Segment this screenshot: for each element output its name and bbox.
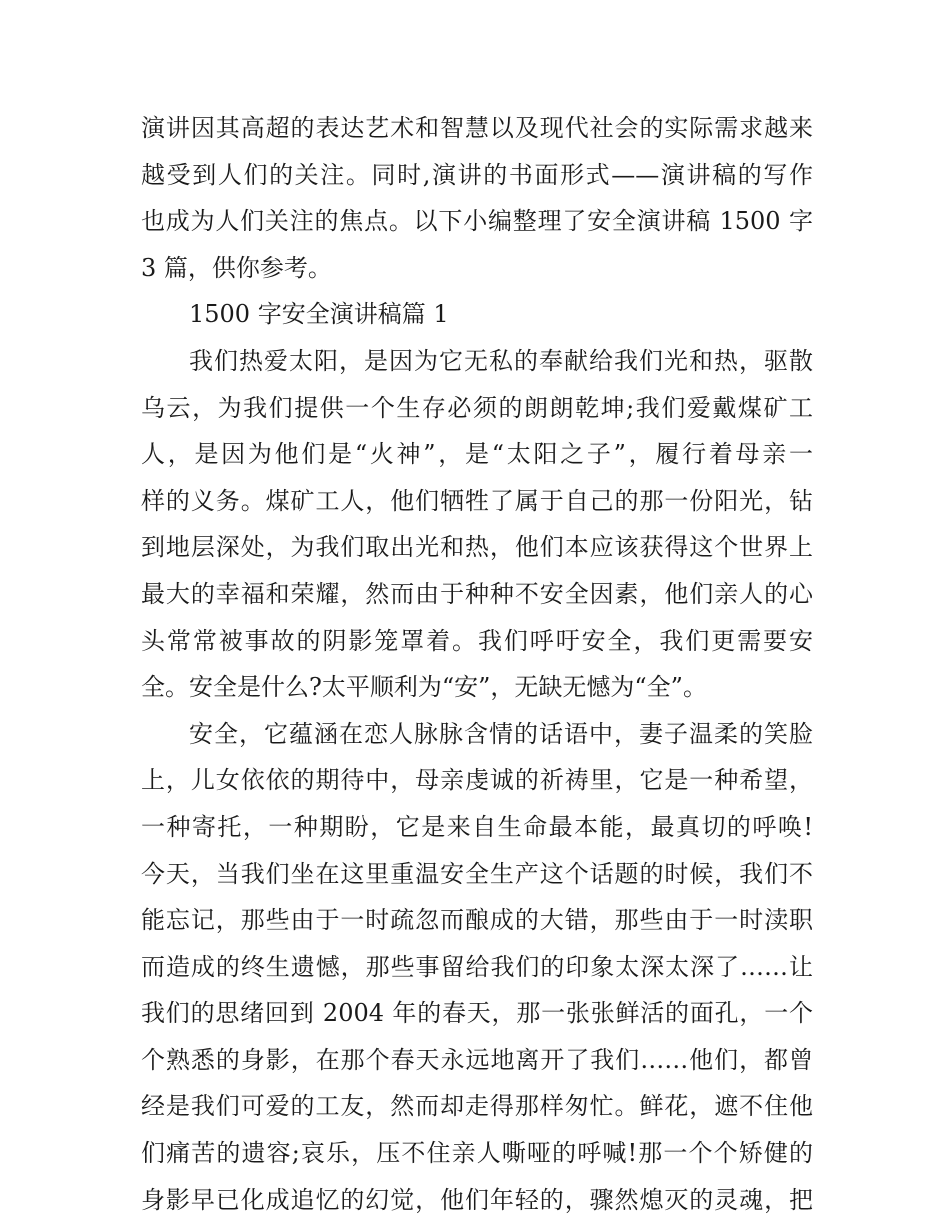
text-line: 到地层深处，为我们取出光和热，他们本应该获得这个世界上	[141, 533, 813, 562]
text-line: 我们的思绪回到 2004 年的春天，那一张张鲜活的面孔，一个	[141, 999, 813, 1028]
document-body	[141, 105, 813, 1223]
text-line: 经是我们可爱的工友，然而却走得那样匆忙。鲜花，遮不住他	[141, 1092, 813, 1121]
text-line: 越受到人们的关注。同时,演讲的书面形式——演讲稿的写作	[141, 160, 813, 189]
text-line: 一种寄托，一种期盼，它是来自生命最本能，最真切的呼唤!	[141, 812, 813, 841]
text-line: 头常常被事故的阴影笼罩着。我们呼吁安全，我们更需要安	[141, 626, 813, 655]
text-line: 们痛苦的遗容;哀乐，压不住亲人嘶哑的呼喊!那一个个矫健的	[141, 1139, 813, 1168]
text-line: 今天，当我们坐在这里重温安全生产这个话题的时候，我们不	[141, 859, 813, 888]
text-line: 最大的幸福和荣耀，然而由于种种不安全因素，他们亲人的心	[141, 579, 813, 608]
text-line: 人，是因为他们是“火神”，是“太阳之子”，履行着母亲一	[141, 440, 813, 469]
text-line: 安全，它蕴涵在恋人脉脉含情的话语中，妻子温柔的笑脸	[189, 719, 813, 748]
text-line: 3 篇，供你参考。	[141, 253, 332, 282]
text-line: 我们热爱太阳，是因为它无私的奉献给我们光和热，驱散	[189, 346, 813, 375]
text-line: 上，儿女依依的期待中，母亲虔诚的祈祷里，它是一种希望，	[141, 766, 813, 795]
text-line: 样的义务。煤矿工人，他们牺牲了属于自己的那一份阳光，钻	[141, 486, 813, 515]
text-line: 个熟悉的身影，在那个春天永远地离开了我们……他们，都曾	[141, 1045, 813, 1074]
text-line: 也成为人们关注的焦点。以下小编整理了安全演讲稿 1500 字	[141, 207, 813, 236]
text-line: 全。安全是什么?太平顺利为“安”，无缺无憾为“全”。	[141, 673, 707, 702]
section-heading: 1500 字安全演讲稿篇 1	[189, 300, 449, 329]
text-line: 乌云，为我们提供一个生存必须的朗朗乾坤;我们爱戴煤矿工	[141, 393, 813, 422]
text-line: 而造成的终生遗憾，那些事留给我们的印象太深太深了……让	[141, 952, 813, 981]
text-line: 身影早已化成追忆的幻觉，他们年轻的，骤然熄灭的灵魂，把	[141, 1185, 813, 1214]
text-line: 演讲因其高超的表达艺术和智慧以及现代社会的实际需求越来	[141, 114, 813, 142]
text-line: 能忘记，那些由于一时疏忽而酿成的大错，那些由于一时渎职	[141, 906, 813, 935]
